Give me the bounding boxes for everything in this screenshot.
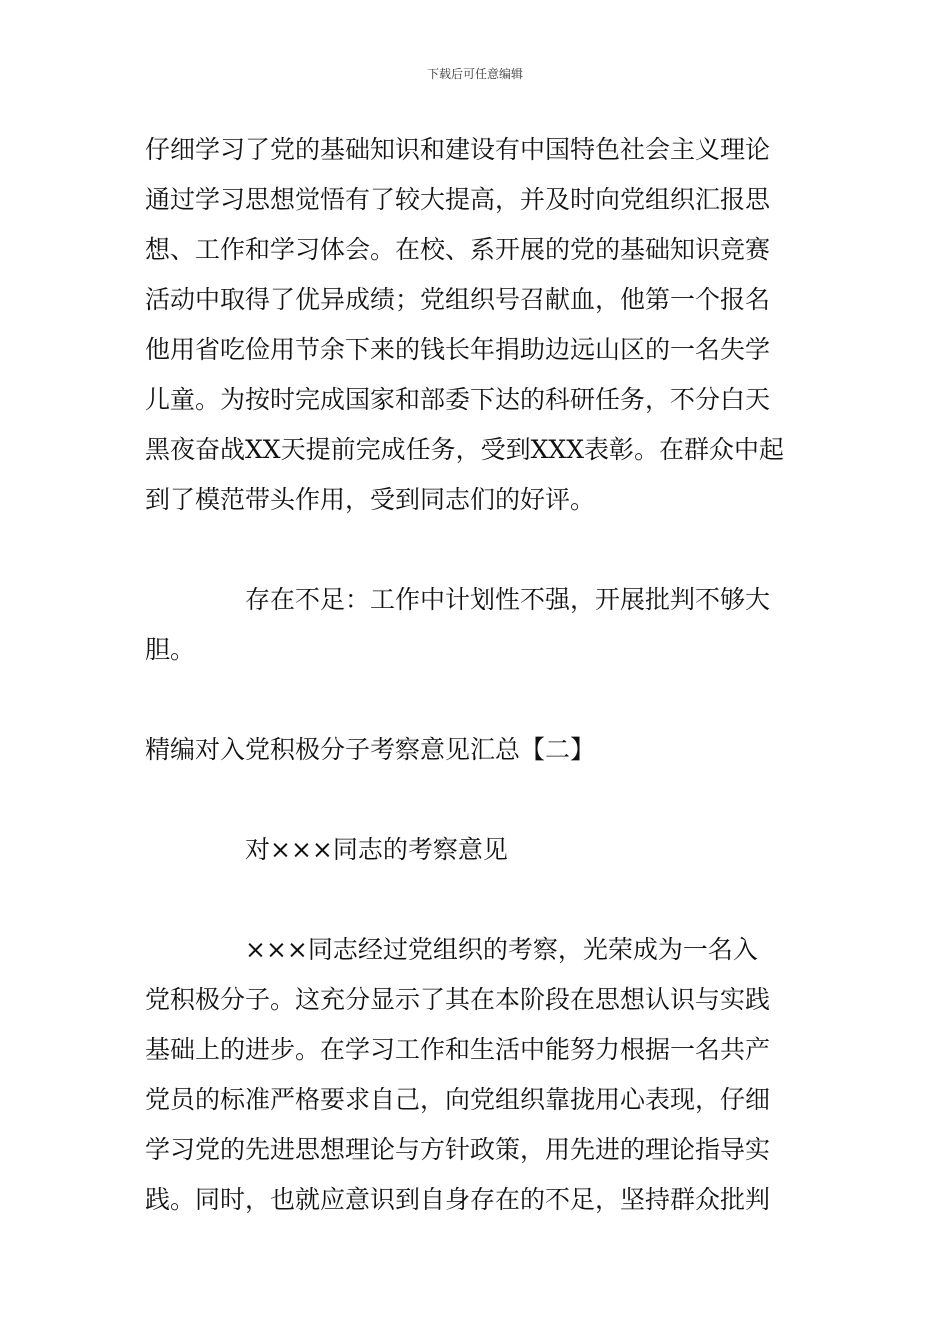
sub-heading (145, 825, 810, 875)
paragraph-line: 到了模范带头作用，受到同志们的好评。 (145, 485, 596, 514)
paragraph-line: 通过学习思想觉悟有了较大提高，并及时向党组织汇报思 (145, 185, 771, 214)
body-paragraph-3 (145, 925, 810, 1225)
paragraph-line: 学习党的先进思想理论与方针政策，用先进的理论指导实 (145, 1135, 771, 1164)
paragraph-line: 存在不足：工作中计划性不强，开展批判不够大 (145, 585, 771, 614)
sub-heading-text: 对×××同志的考察意见 (145, 835, 508, 864)
section-heading-text: 精编对入党积极分子考察意见汇总【二】 (145, 735, 596, 764)
paragraph-line: 儿童。为按时完成国家和部委下达的科研任务，不分白天 (145, 385, 771, 414)
paragraph-line: 胆。 (145, 635, 196, 664)
paragraph-line: 黑夜奋战XX天提前完成任务，受到XXX表彰。在群众中起 (145, 435, 784, 464)
paragraph-line: 想、工作和学习体会。在校、系开展的党的基础知识竞赛 (145, 235, 771, 264)
paragraph-line: 践。同时，也就应意识到自身存在的不足，坚持群众批判 (145, 1185, 771, 1214)
body-paragraph-1 (145, 125, 810, 525)
paragraph-line: ×××同志经过党组织的考察，光荣成为一名入 (145, 935, 758, 964)
paragraph-line: 基础上的进步。在学习工作和生活中能努力根据一名共产 (145, 1035, 771, 1064)
paragraph-line: 仔细学习了党的基础知识和建设有中国特色社会主义理论 (145, 135, 771, 164)
paragraph-line: 他用省吃俭用节余下来的钱长年捐助边远山区的一名失学 (145, 335, 771, 364)
paragraph-line: 党积极分子。这充分显示了其在本阶段在思想认识与实践 (145, 985, 771, 1014)
paragraph-line: 党员的标准严格要求自己，向党组织靠拢用心表现，仔细 (145, 1085, 771, 1114)
page-header-note: 下载后可任意编辑 (426, 67, 523, 81)
section-heading (145, 725, 810, 775)
paragraph-line: 活动中取得了优异成绩；党组织号召献血，他第一个报名 (145, 285, 771, 314)
body-paragraph-2 (145, 575, 810, 675)
